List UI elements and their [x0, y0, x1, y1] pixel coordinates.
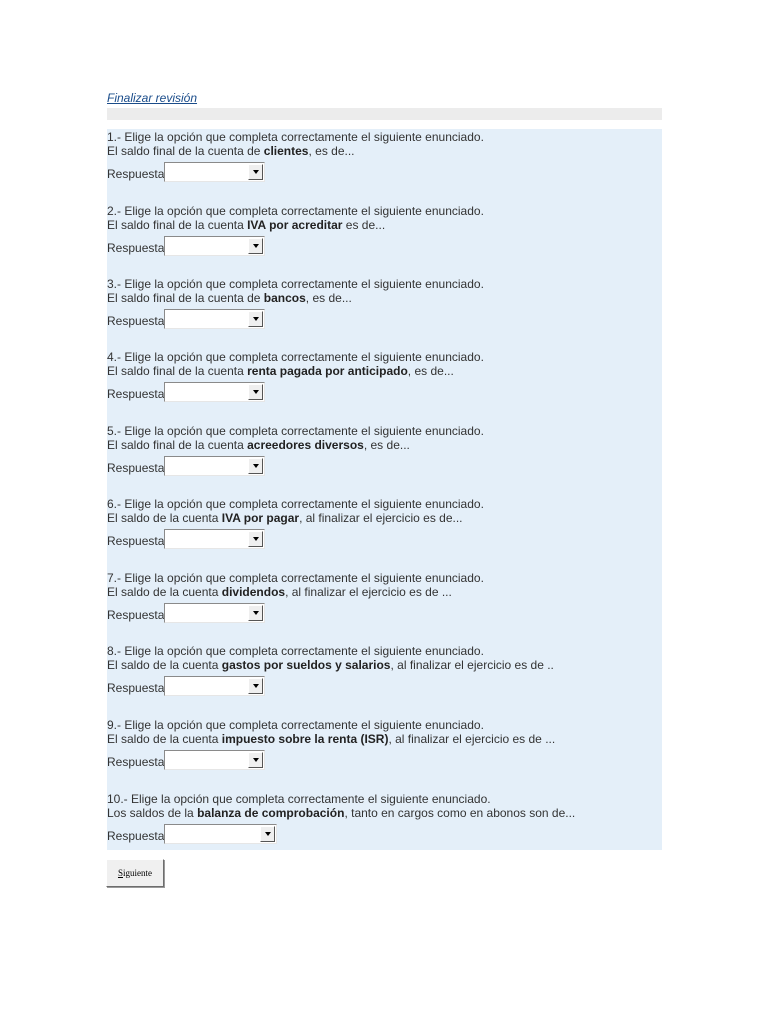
- answer-select-8[interactable]: [164, 676, 265, 696]
- answer-label: Respuesta: [107, 681, 165, 695]
- answer-label: Respuesta: [107, 461, 165, 475]
- quiz-panel: [107, 129, 662, 850]
- question-statement: El saldo de la cuenta dividendos, al finalizar el ejercicio es de ...: [107, 585, 452, 599]
- question-3: [107, 277, 662, 329]
- question-statement: El saldo final de la cuenta IVA por acreditar es de...: [107, 218, 386, 232]
- answer-select-4[interactable]: [164, 382, 265, 402]
- question-prompt: 6.- Elige la opción que completa correctamente el siguiente enunciado.: [107, 497, 484, 511]
- answer-label: Respuesta: [107, 534, 165, 548]
- answer-label: Respuesta: [107, 241, 165, 255]
- question-statement: El saldo final de la cuenta de clientes, es de...: [107, 144, 355, 158]
- question-4: [107, 350, 662, 402]
- question-prompt: 4.- Elige la opción que completa correctamente el siguiente enunciado.: [107, 350, 484, 364]
- header-bar: [107, 108, 662, 120]
- question-prompt: 9.- Elige la opción que completa correctamente el siguiente enunciado.: [107, 718, 484, 732]
- chevron-down-icon[interactable]: [248, 311, 263, 327]
- chevron-down-icon[interactable]: [248, 238, 263, 254]
- answer-select-6[interactable]: [164, 529, 265, 549]
- answer-select-2[interactable]: [164, 236, 265, 256]
- answer-label: Respuesta: [107, 167, 165, 181]
- answer-label: Respuesta: [107, 314, 165, 328]
- chevron-down-icon[interactable]: [260, 826, 275, 842]
- question-statement: El saldo de la cuenta IVA por pagar, al finalizar el ejercicio es de...: [107, 511, 463, 525]
- question-8: [107, 644, 662, 696]
- answer-select-5[interactable]: [164, 456, 265, 476]
- question-statement: El saldo de la cuenta impuesto sobre la renta (ISR), al finalizar el ejercicio es de ...: [107, 732, 556, 746]
- question-statement: El saldo de la cuenta gastos por sueldos y salarios, al finalizar el ejercicio es de ..: [107, 658, 554, 672]
- chevron-down-icon[interactable]: [248, 605, 263, 621]
- chevron-down-icon[interactable]: [248, 458, 263, 474]
- question-prompt: 1.- Elige la opción que completa correctamente el siguiente enunciado.: [107, 130, 484, 144]
- answer-label: Respuesta: [107, 755, 165, 769]
- answer-select-3[interactable]: [164, 309, 265, 329]
- chevron-down-icon[interactable]: [248, 164, 263, 180]
- answer-select-7[interactable]: [164, 603, 265, 623]
- question-statement: Los saldos de la balanza de comprobación, tanto en cargos como en abonos son de...: [107, 806, 576, 820]
- chevron-down-icon[interactable]: [248, 531, 263, 547]
- question-prompt: 10.- Elige la opción que completa correctamente el siguiente enunciado.: [107, 792, 491, 806]
- question-9: [107, 718, 662, 770]
- question-prompt: 2.- Elige la opción que completa correctamente el siguiente enunciado.: [107, 204, 484, 218]
- answer-select-9[interactable]: [164, 750, 265, 770]
- question-6: [107, 497, 662, 549]
- question-10: [107, 792, 662, 844]
- answer-select-1[interactable]: [164, 162, 265, 182]
- answer-select-10[interactable]: [164, 824, 277, 844]
- question-prompt: 3.- Elige la opción que completa correctamente el siguiente enunciado.: [107, 277, 484, 291]
- chevron-down-icon[interactable]: [248, 678, 263, 694]
- question-2: [107, 204, 662, 256]
- question-prompt: 5.- Elige la opción que completa correctamente el siguiente enunciado.: [107, 424, 484, 438]
- finalize-review-link[interactable]: Finalizar revisión: [107, 91, 198, 105]
- question-1: [107, 130, 662, 182]
- question-statement: El saldo final de la cuenta renta pagada por anticipado, es de...: [107, 364, 454, 378]
- question-prompt: 7.- Elige la opción que completa correctamente el siguiente enunciado.: [107, 571, 484, 585]
- answer-label: Respuesta: [107, 387, 165, 401]
- question-5: [107, 424, 662, 476]
- chevron-down-icon[interactable]: [248, 752, 263, 768]
- next-button[interactable]: S iguiente: [106, 859, 164, 887]
- answer-label: Respuesta: [107, 829, 165, 843]
- chevron-down-icon[interactable]: [248, 384, 263, 400]
- question-statement: El saldo final de la cuenta de bancos, es de...: [107, 291, 352, 305]
- answer-label: Respuesta: [107, 608, 165, 622]
- question-7: [107, 571, 662, 623]
- question-statement: El saldo final de la cuenta acreedores diversos, es de...: [107, 438, 410, 452]
- question-prompt: 8.- Elige la opción que completa correctamente el siguiente enunciado.: [107, 644, 484, 658]
